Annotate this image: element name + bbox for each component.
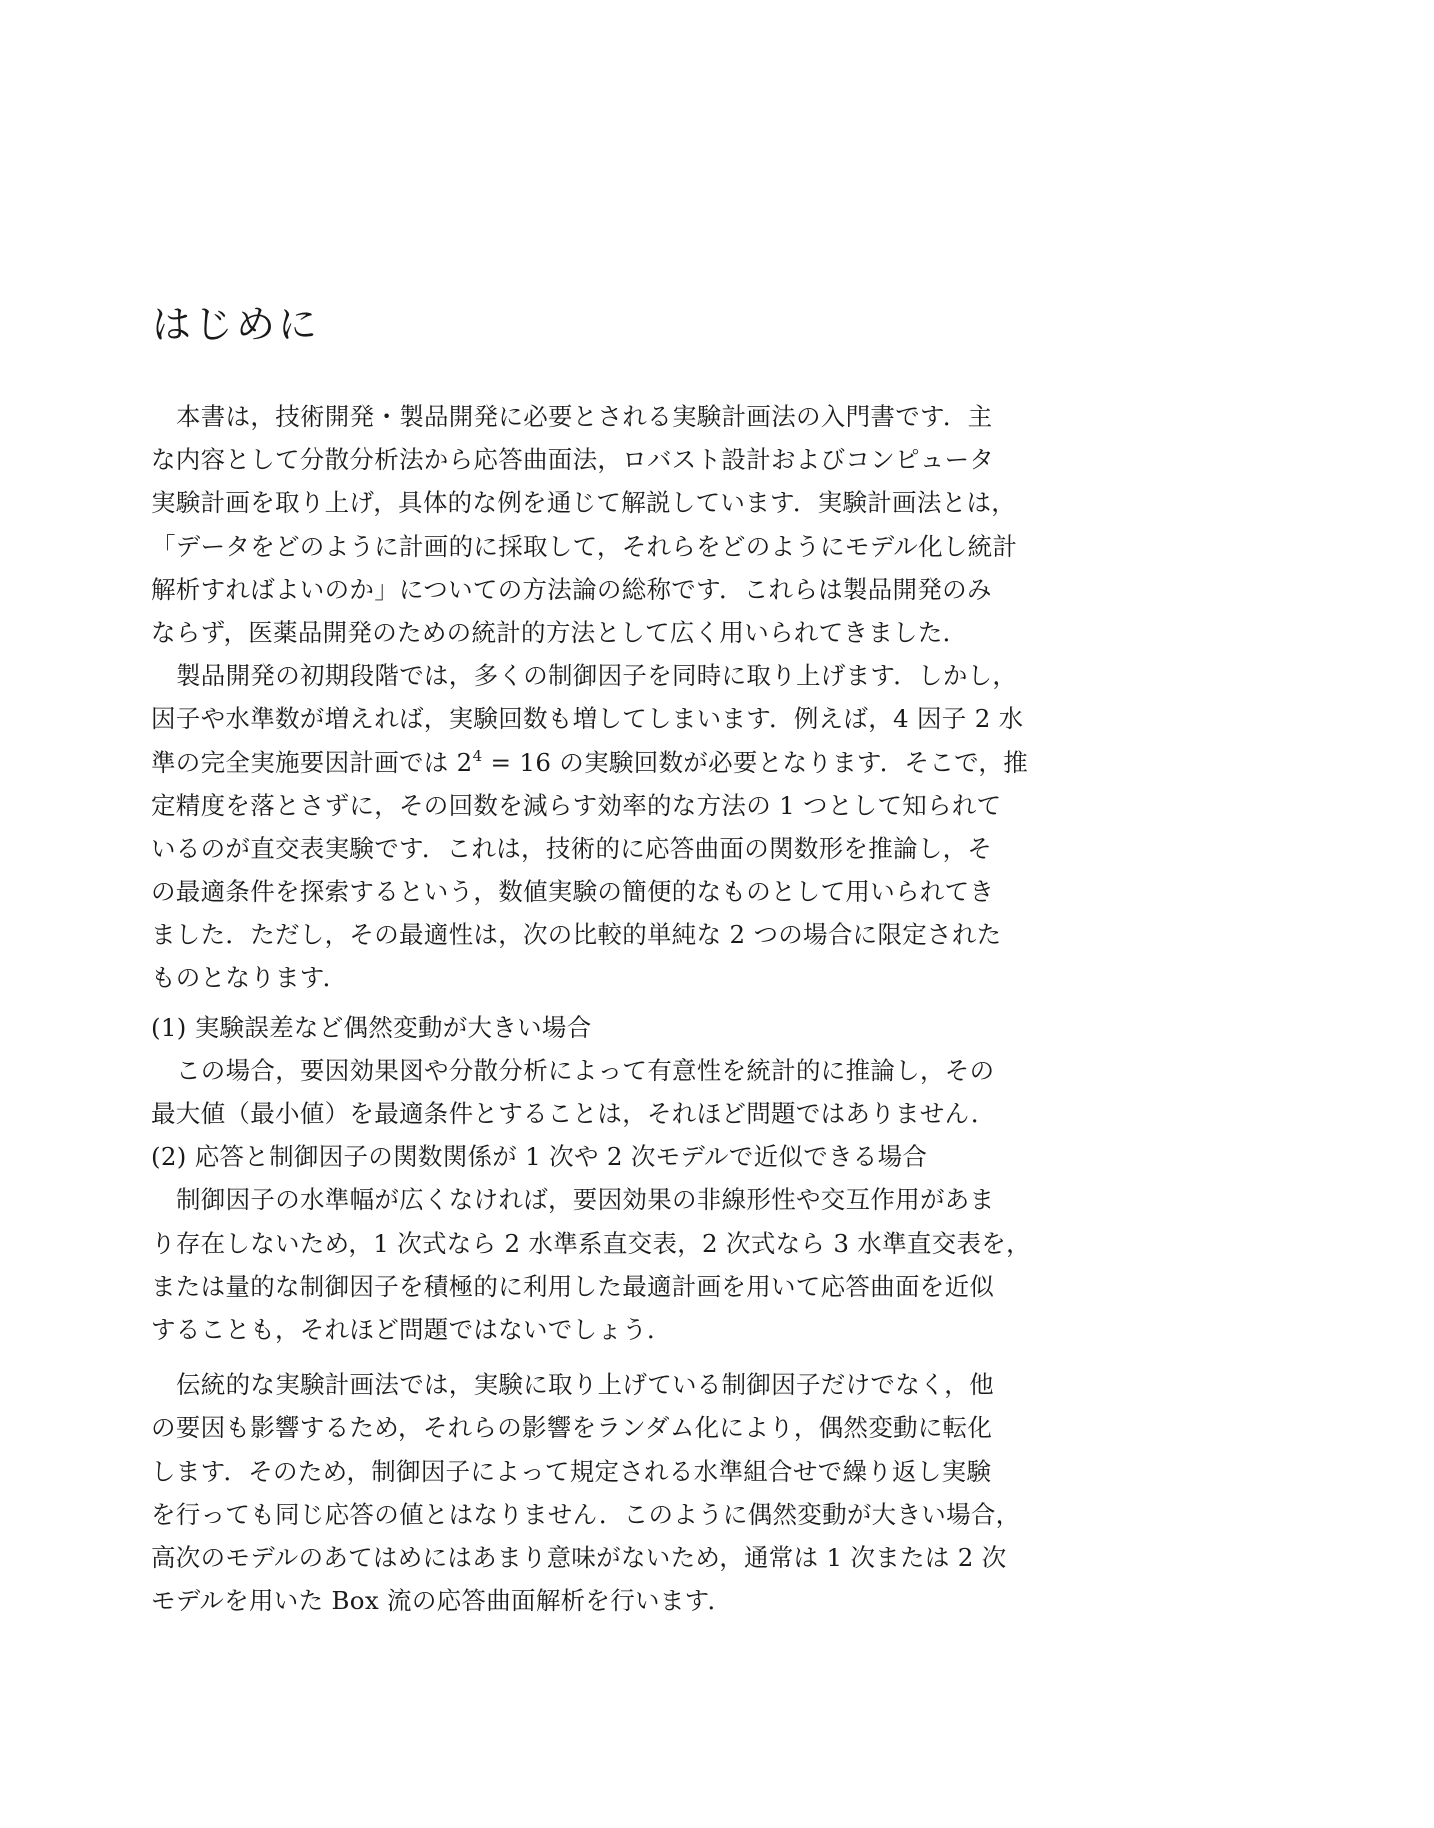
case-2-line: または量的な制御因子を積極的に利用した最適計画を用いて応答曲面を近似 (151, 1271, 995, 1301)
paragraph-2-line: の最適条件を探索するという，数値実験の簡便的なものとして用いられてき (151, 877, 995, 907)
paragraph-3-line: 高次のモデルのあてはめにはあまり意味がないため，通常は 1 次または 2 次 (151, 1542, 1007, 1572)
paragraph-2-line: 製品開発の初期段階では，多くの制御因子を同時に取り上げます．しかし， (176, 661, 1018, 691)
page-title: はじめに (152, 303, 321, 348)
paragraph-3-line: モデルを用いた Box 流の応答曲面解析を行います． (151, 1586, 733, 1616)
paragraph-1-line: 解析すればよいのか」についての方法論の総称です．これらは製品開発のみ (151, 574, 992, 604)
case-1-line: この場合，要因効果図や分散分析によって有意性を統計的に推論し，その (176, 1055, 995, 1085)
case-2-line: 制御因子の水準幅が広くなければ，要因効果の非線形性や交互作用があま (176, 1185, 995, 1215)
paragraph-1-line: 「データをどのように計画的に採取して，それらをどのようにモデル化し統計 (151, 531, 1018, 561)
paragraph-2-line: いるのが直交表実験です．これは，技術的に応答曲面の関数形を推論し，そ (151, 833, 993, 863)
formula-text-before: 準の完全実施要因計画では 2 (151, 747, 473, 777)
paragraph-1-line: ならず，医薬品開発のための統計的方法として広く用いられてきました． (151, 617, 968, 647)
body-text (151, 395, 1061, 1622)
paragraph-3-line: を行っても同じ応答の値とはなりません．このように偶然変動が大きい場合， (151, 1499, 1021, 1529)
formula-exponent: 4 (472, 746, 483, 765)
paragraph-3-line: 伝統的な実験計画法では，実験に取り上げている制御因子だけでなく，他 (176, 1370, 994, 1400)
case-1-heading: (1) 実験誤差など偶然変動が大きい場合 (151, 1012, 592, 1042)
case-2-heading: (2) 応答と制御因子の関数関係が 1 次や 2 次モデルで近似できる場合 (151, 1142, 928, 1172)
paragraph-2-line: 定精度を落とさずに，その回数を減らす効率的な方法の 1 つとして知られて (151, 790, 1002, 820)
paragraph-3-line: します．そのため，制御因子によって規定される水準組合せで繰り返し実験 (151, 1456, 992, 1486)
paragraph-2-formula-line (151, 741, 1061, 784)
case-1-line: 最大値（最小値）を最適条件とすることは，それほど問題ではありません． (151, 1099, 996, 1128)
paragraph-3-line: の要因も影響するため，それらの影響をランダム化により，偶然変動に転化 (151, 1413, 993, 1443)
paragraph-1-line: 実験計画を取り上げ，具体的な例を通じて解説しています．実験計画法とは， (151, 488, 1017, 518)
case-2-line: することも，それほど問題ではないでしょう． (151, 1314, 672, 1344)
paragraph-1-line: 本書は，技術開発・製品開発に必要とされる実験計画法の入門書です．主 (176, 402, 993, 431)
paragraph-2-line: ものとなります． (151, 963, 348, 993)
formula-text-after: = 16 の実験回数が必要となります．そこで，推 (482, 747, 1029, 777)
paragraph-1-line: な内容として分散分析法から応答曲面法，ロバスト設計およびコンピュータ (151, 445, 995, 475)
case-2-line: り存在しないため，1 次式なら 2 水準系直交表，2 次式なら 3 水準直交表を， (151, 1228, 1031, 1258)
paragraph-2-line: ました．ただし，その最適性は，次の比較的単純な 2 つの場合に限定された (151, 920, 1002, 950)
paragraph-2-line: 因子や水準数が増えれば，実験回数も増してしまいます．例えば，4 因子 2 水 (151, 704, 1024, 734)
